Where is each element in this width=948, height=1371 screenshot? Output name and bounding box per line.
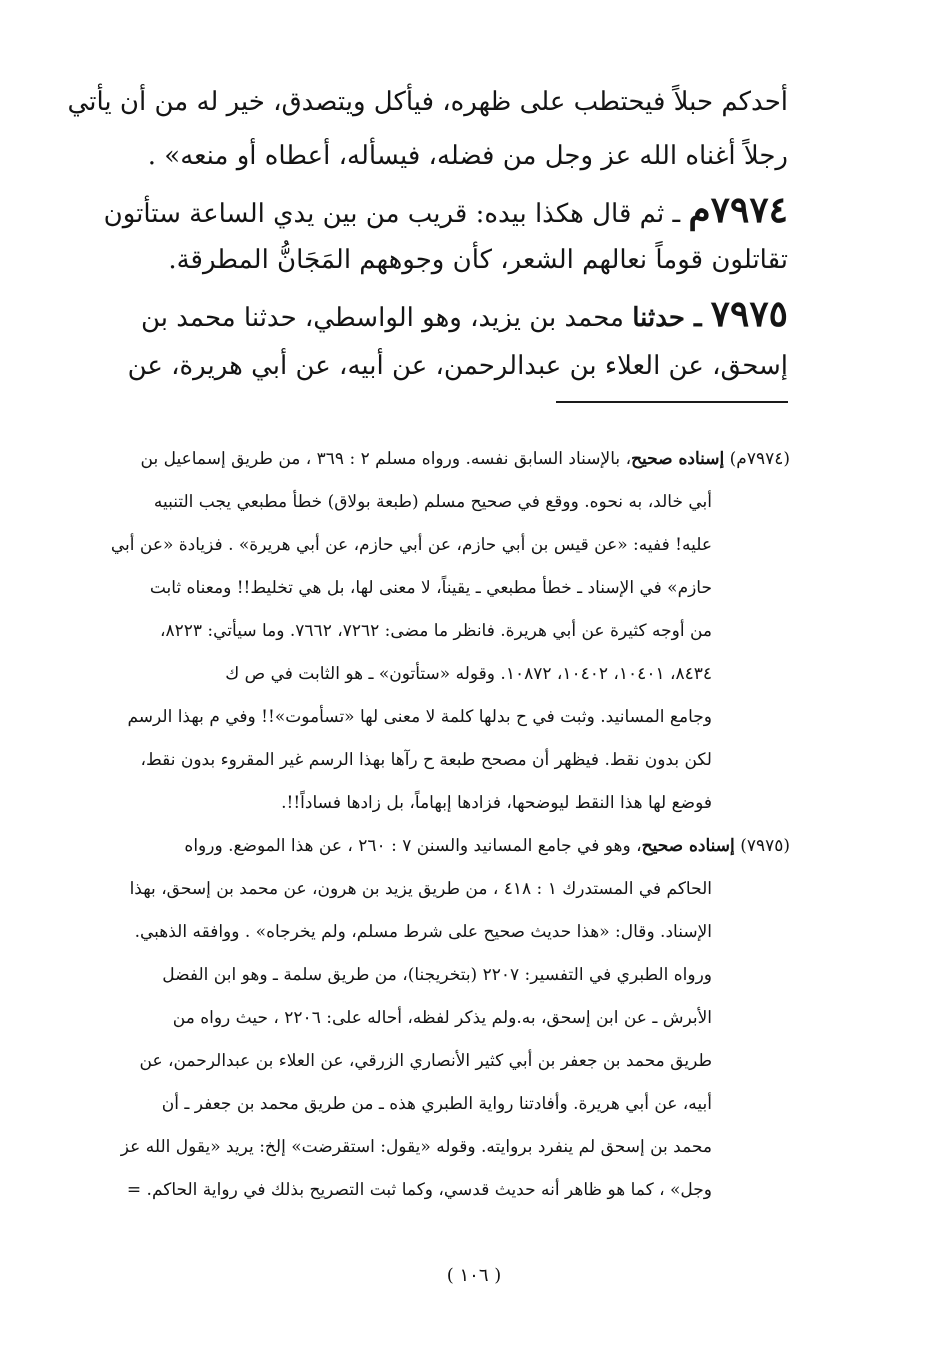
footnote-7975-line-1	[184, 834, 790, 858]
footnote-7975-line-8: محمد بن إسحق لم ينفرد بروايته. وقوله «يقول: استقرضت» إلخ: يريد «يقول الله عز	[120, 1137, 712, 1157]
hadith-7975-line-1	[141, 294, 788, 338]
footnote-7975-line-2: الحاكم في المستدرك ١ : ٤١٨ ، من طريق يزيد بن هرون، عن محمد بن إسحق، بهذا	[129, 879, 712, 899]
footnote-keyword: إسناده صحيح	[641, 836, 735, 856]
footnote-7975-line-3: الإسناد. وقال: «هذا حديث صحيح على شرط مسلم، ولم يخرجاه» . ووافقه الذهبي.	[134, 922, 712, 942]
footnote-text: ، وهو في جامع المسانيد والسنن ٧ : ٢٦٠ ، عن هذا الموضع. ورواه	[184, 836, 642, 856]
footnote-7974-line-1	[141, 447, 791, 471]
footnote-7974-line-7: وجامع المسانيد. وثبت في ح بدلها كلمة لا معنى لها «تسأموت»!! وفي م بهذا الرسم	[127, 707, 712, 727]
footnote-7974-line-2: أبي خالد، به نحوه. ووقع في صحيح مسلم (طبعة بولاق) خطأ مطبعي يجب التنبيه	[153, 492, 712, 512]
footnote-7974-line-6: ٨٤٣٤، ١٠٤٠١، ١٠٤٠٢، ١٠٨٧٢. وقوله «ستأتون» ـ هو الثابت في ص ك	[225, 664, 712, 684]
hadith-7975-line-2: إسحق، عن العلاء بن عبدالرحمن، عن أبيه، عن أبي هريرة، عن	[127, 351, 788, 381]
main-text-line-2: رجلاً أغناه الله عز وجل من فضله، فيسأله، أعطاه أو منعه» .	[147, 141, 788, 171]
footnote-7975-line-9: وجل» ، كما هو ظاهر أنه حديث قدسي، وكما ثبت التصريح بذلك في رواية الحاكم. =	[126, 1180, 712, 1200]
hadith-7974m-line-2: تقاتلون قوماً نعالهم الشعر، كأن وجوههم المَجَانُّ المطرقة.	[168, 245, 788, 275]
footnote-7975-line-5: الأبرش ـ عن ابن إسحق، به.ولم يذكر لفظه، أحاله على: ٢٢٠٦ ، حيث رواه من	[172, 1008, 712, 1028]
footnote-keyword: إسناده صحيح	[631, 449, 725, 469]
hadith-text: محمد بن يزيد، وهو الواسطي، حدثنا محمد بن	[140, 303, 633, 333]
main-text-line-1: أحدكم حبلاً فيحتطب على ظهره، فيأكل ويتصدق، خير له من أن يأتي	[67, 87, 788, 117]
footnote-7975-line-6: طريق محمد بن جعفر بن أبي كثير الأنصاري الزرقي، عن العلاء بن عبدالرحمن، عن	[139, 1051, 712, 1071]
footnote-7975-line-4: ورواه الطبري في التفسير: ٢٢٠٧ (بتخريجنا)، من طريق سلمة ـ وهو ابن الفضل	[162, 965, 712, 985]
footnote-7974-line-5: من أوجه كثيرة عن أبي هريرة. فانظر ما مضى: ٧٢٦٢، ٧٦٦٢. وما سيأتي: ٨٢٢٣،	[159, 621, 712, 641]
footnote-7975-line-7: أبيه، عن أبي هريرة. وأفادتنا رواية الطبري هذه ـ من طريق محمد بن جعفر ـ أن	[161, 1094, 712, 1114]
footnote-7974-line-9: فوضع لها هذا النقط ليوضحها، فزادها إبهاماً، بل زادها فساداً!!.	[281, 793, 712, 813]
footnote-7974-line-3: عليه! ففيه: «عن قيس بن أبي حازم، عن أبي حازم، عن أبي هريرة» . فزيادة «عن أبي	[110, 535, 712, 555]
hadith-7974m-line-1	[104, 190, 788, 234]
footnote-label: (٧٩٧٥)	[740, 836, 790, 856]
footnote-7974-line-8: لكن بدون نقط. فيظهر أن مصحح طبعة ح رآها بهذا الرسم غير المقروء بدون نقط،	[140, 750, 712, 770]
footnote-text: ، بالإسناد السابق نفسه. ورواه مسلم ٢ : ٣٦٩ ، من طريق إسماعيل بن	[140, 449, 632, 469]
hadith-number: ٧٩٧٥	[710, 293, 788, 335]
footnote-separator-rule	[556, 401, 788, 403]
footnote-label: (٧٩٧٤م)	[729, 449, 790, 469]
hadith-text: ـ ثم قال هكذا بيده: قريب من بين يدي الساعة ستأتون	[103, 199, 689, 229]
hadith-number: ٧٩٧٤م	[688, 189, 788, 231]
hadith-keyword: ـ حدثنا	[632, 303, 711, 333]
footnote-7974-line-4: حازم» في الإسناد ـ خطأ مطبعي ـ يقيناً، لا معنى لها، بل هي تخليط!! ومعناه ثابت	[149, 578, 712, 598]
page-number: ( ١٠٦ )	[446, 1265, 502, 1286]
